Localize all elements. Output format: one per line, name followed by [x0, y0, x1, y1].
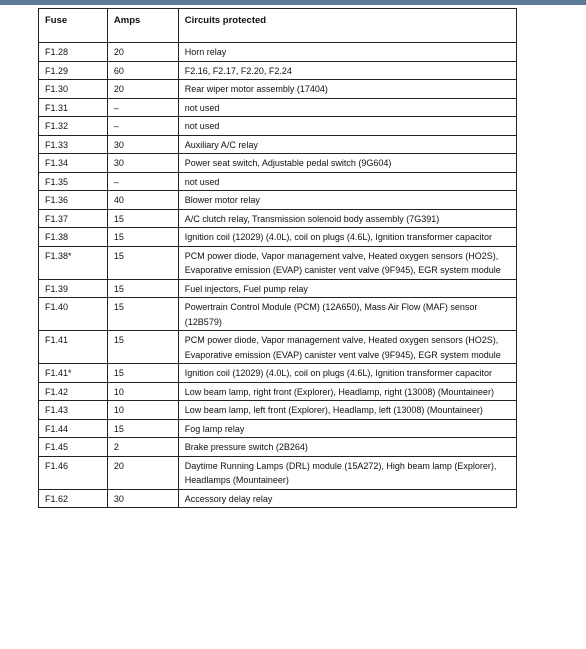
amps-cell: 15: [107, 331, 178, 364]
table-row: [39, 246, 517, 279]
fuse-cell: F1.33: [39, 135, 108, 154]
amps-cell: 30: [107, 154, 178, 173]
fuse-cell: F1.40: [39, 298, 108, 331]
fuse-cell: F1.45: [39, 438, 108, 457]
amps-cell: 30: [107, 135, 178, 154]
amps-cell: 20: [107, 43, 178, 62]
fuse-cell: F1.35: [39, 172, 108, 191]
circuits-cell: PCM power diode, Vapor management valve, Heated oxygen sensors (HO2S), Evaporative emission (EVAP) canister vent valve (9F945), EGR system module: [178, 246, 516, 279]
circuits-cell: Accessory delay relay: [178, 489, 516, 508]
table-row: [39, 419, 517, 438]
circuits-cell: Fog lamp relay: [178, 419, 516, 438]
amps-cell: 60: [107, 61, 178, 80]
fuse-cell: F1.62: [39, 489, 108, 508]
fuse-cell: F1.44: [39, 419, 108, 438]
amps-cell: 15: [107, 298, 178, 331]
circuits-cell: not used: [178, 98, 516, 117]
table-row: [39, 298, 517, 331]
amps-cell: 15: [107, 228, 178, 247]
fuse-cell: F1.30: [39, 80, 108, 99]
header-fuse: Fuse: [39, 9, 108, 43]
fuse-cell: F1.41: [39, 331, 108, 364]
table-row: [39, 331, 517, 364]
table-row: [39, 401, 517, 420]
table-header-row: [39, 9, 517, 43]
circuits-cell: Brake pressure switch (2B264): [178, 438, 516, 457]
circuits-cell: Low beam lamp, left front (Explorer), Headlamp, left (13008) (Mountaineer): [178, 401, 516, 420]
fuse-cell: F1.37: [39, 209, 108, 228]
table-row: [39, 43, 517, 62]
table-row: [39, 456, 517, 489]
table-row: [39, 489, 517, 508]
table-row: [39, 438, 517, 457]
circuits-cell: A/C clutch relay, Transmission solenoid body assembly (7G391): [178, 209, 516, 228]
fuse-cell: F1.31: [39, 98, 108, 117]
table-row: [39, 135, 517, 154]
amps-cell: 20: [107, 80, 178, 99]
amps-cell: 10: [107, 382, 178, 401]
table-row: [39, 80, 517, 99]
amps-cell: 30: [107, 489, 178, 508]
table-row: [39, 172, 517, 191]
table-row: [39, 364, 517, 383]
table-row: [39, 154, 517, 173]
table-row: [39, 98, 517, 117]
circuits-cell: Fuel injectors, Fuel pump relay: [178, 279, 516, 298]
amps-cell: 20: [107, 456, 178, 489]
fuse-cell: F1.42: [39, 382, 108, 401]
fuse-cell: F1.43: [39, 401, 108, 420]
circuits-cell: Low beam lamp, right front (Explorer), Headlamp, right (13008) (Mountaineer): [178, 382, 516, 401]
amps-cell: 15: [107, 279, 178, 298]
table-row: [39, 61, 517, 80]
fuse-cell: F1.38*: [39, 246, 108, 279]
fuse-cell: F1.28: [39, 43, 108, 62]
fuse-cell: F1.32: [39, 117, 108, 136]
header-circuits: Circuits protected: [178, 9, 516, 43]
fuse-table: [38, 8, 517, 508]
amps-cell: –: [107, 117, 178, 136]
fuse-cell: F1.46: [39, 456, 108, 489]
circuits-cell: Power seat switch, Adjustable pedal switch (9G604): [178, 154, 516, 173]
fuse-cell: F1.34: [39, 154, 108, 173]
table-row: [39, 228, 517, 247]
table-row: [39, 117, 517, 136]
circuits-cell: Powertrain Control Module (PCM) (12A650), Mass Air Flow (MAF) sensor (12B579): [178, 298, 516, 331]
fuse-cell: F1.36: [39, 191, 108, 210]
amps-cell: –: [107, 172, 178, 191]
top-border-bar: [0, 0, 586, 5]
table-row: [39, 279, 517, 298]
fuse-cell: F1.29: [39, 61, 108, 80]
amps-cell: 15: [107, 419, 178, 438]
fuse-cell: F1.41*: [39, 364, 108, 383]
circuits-cell: F2.16, F2.17, F2.20, F2.24: [178, 61, 516, 80]
amps-cell: 2: [107, 438, 178, 457]
circuits-cell: Ignition coil (12029) (4.0L), coil on plugs (4.6L), Ignition transformer capacitor: [178, 364, 516, 383]
table-row: [39, 209, 517, 228]
amps-cell: 10: [107, 401, 178, 420]
table-row: [39, 382, 517, 401]
circuits-cell: Horn relay: [178, 43, 516, 62]
circuits-cell: Ignition coil (12029) (4.0L), coil on plugs (4.6L), Ignition transformer capacitor: [178, 228, 516, 247]
circuits-cell: Auxiliary A/C relay: [178, 135, 516, 154]
amps-cell: 15: [107, 209, 178, 228]
fuse-cell: F1.39: [39, 279, 108, 298]
circuits-cell: Rear wiper motor assembly (17404): [178, 80, 516, 99]
circuits-cell: not used: [178, 172, 516, 191]
table-row: [39, 191, 517, 210]
amps-cell: 15: [107, 246, 178, 279]
amps-cell: 15: [107, 364, 178, 383]
amps-cell: –: [107, 98, 178, 117]
fuse-cell: F1.38: [39, 228, 108, 247]
circuits-cell: Daytime Running Lamps (DRL) module (15A272), High beam lamp (Explorer), Headlamps (Mountaineer): [178, 456, 516, 489]
circuits-cell: Blower motor relay: [178, 191, 516, 210]
circuits-cell: not used: [178, 117, 516, 136]
circuits-cell: PCM power diode, Vapor management valve, Heated oxygen sensors (HO2S), Evaporative emission (EVAP) canister vent valve (9F945), EGR system module: [178, 331, 516, 364]
amps-cell: 40: [107, 191, 178, 210]
header-amps: Amps: [107, 9, 178, 43]
